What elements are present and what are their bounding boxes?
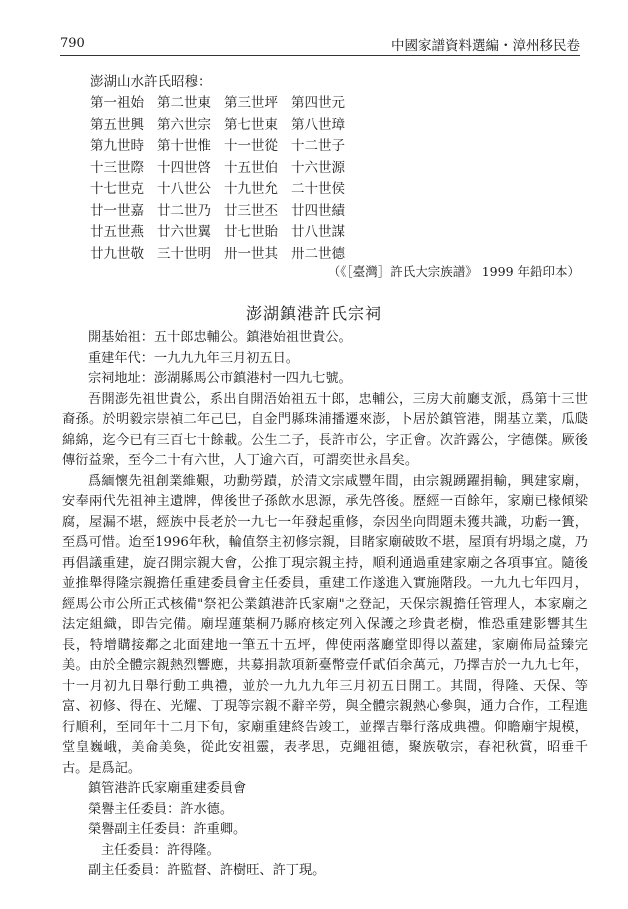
- lineage-title: 澎湖山水許氏昭穆：: [90, 74, 212, 90]
- lineage-generation: 廿九世敬: [90, 245, 144, 262]
- lineage-generation: 卅一世其: [224, 245, 278, 262]
- lineage-generation: 廿六世翼: [157, 224, 211, 240]
- rebuild-paragraph: 爲緬懷先祖創業維艱，功勳勞蹟，於清文宗咸豐年間，由宗親踴躍捐輸，興建家廟，安奉兩代先祖神主遺牌，俾後世子孫飲水思源，承先啓後。歷經一百餘年，家廟已椽傾梁腐，屋漏不堪，經族中長老於一九七一年發起重修，奈因坐向問題未獲共識，功虧一簣，至爲可惜。迨至1996年秋，輪值祭主初修宗親，目睹家廟破敗不堪，屋頂有坍塌之虞，乃再倡議重建，旋召開宗親大會，公推丁現宗親主持，順利通過重建家廟之各項事宜。隨後並推舉得隆宗親擔任重建委員會主任委員，重建工作遂進入實施階段。一九九七年四月，經馬公市公所正式核備"祭祀公業鎮港許氏家廟"之登記，天保宗親擔任管理人，本家廟之法定組織，即告完備。廟埕蓮葉桐乃縣府核定列入保護之珍貴老樹，惟恐重建影響其生長，特增購接鄰之北面建地一筆五十五坪，俾使兩落廳堂即得以蓋建，家廟佈局益臻完美。由於全體宗親熱烈響應，共募捐款項新臺幣壹仟貳佰余萬元，乃擇吉於一九九七年，十一月初九日舉行動工典禮，並於一九九九年三月初五日開工。其間，得隆、天保、等富、初修、得在、光耀、丁現等宗親不辭辛勞，與全體宗親熱心參與，通力合作，工程進行順利，至同年十二月下旬，家廟重建終告竣工，並擇吉舉行落成典禮。仰瞻廟宇規模，堂皇巍峨，美侖美奐，從此安祖靈，表孝思，克繩祖德，聚族敬宗，春祀秋賞，昭垂千古。是爲記。: [62, 473, 588, 776]
- lineage-generation: 廿八世謀: [291, 224, 345, 240]
- lineage-generation: 卅二世德: [291, 245, 345, 262]
- page-number: 790: [60, 36, 85, 51]
- committee-heading: 鎮管港許氏家廟重建委員會: [88, 781, 247, 796]
- lineage-generation: 十四世啓: [157, 159, 211, 176]
- committee-member: 榮譽主任委員：許水德。: [88, 801, 234, 817]
- lineage-generation: 三十世明: [157, 245, 211, 262]
- committee-member: 副主任委員：許監督、許樹旺、許丁現。: [88, 863, 326, 878]
- committee-list: [62, 779, 588, 882]
- lineage-generation: 第三世坪: [224, 95, 278, 111]
- history-paragraph: 吾開澎先祖世貴公，系出自開浯始祖五十郎，忠輔公，三房大前廳支派，爲第十三世裔孫。於明毅宗崇禎二年己巳，自金門縣珠浦播遷來澎，卜居於鎮管港，開基立業，瓜瓞綿綿，迄今已有三百七十餘載。公生二子，長許市公，字正會。次許露公，字德傑。厥後傳衍益衆，至今二十有六世，人丁逾六百，可謂奕世永昌矣。: [62, 391, 588, 468]
- rebuild-date-line: 重建年代：一九九九年三月初五日。: [88, 350, 299, 366]
- lineage-row: [90, 220, 358, 242]
- lineage-generation: 十三世際: [90, 159, 144, 176]
- lineage-generation: 十六世源: [291, 159, 345, 176]
- lineage-table: [90, 91, 358, 263]
- article-body: [62, 328, 588, 882]
- lineage-generation: 第五世興: [90, 116, 144, 133]
- lineage-generation: 第一祖始: [90, 95, 144, 111]
- lineage-row: [90, 199, 358, 221]
- founder-line: 開基始祖：五十郎忠輔公。鎮港始祖世貴公。: [88, 330, 352, 345]
- lineage-generation: 廿七世貽: [224, 224, 278, 240]
- lineage-row: [90, 156, 358, 178]
- lineage-row: [90, 242, 358, 264]
- lineage-generation: 廿三世丕: [224, 202, 278, 219]
- lineage-row: [90, 177, 358, 199]
- running-title: 中國家譜資料選編・漳州移民卷: [391, 38, 580, 54]
- lineage-generation: 廿五世燕: [90, 224, 144, 240]
- lineage-generation: 廿二世乃: [157, 202, 211, 219]
- section-title: 澎湖鎮港許氏宗祠: [245, 304, 382, 323]
- lineage-generation: 廿四世績: [291, 202, 345, 219]
- lineage-generation: 第八世璋: [291, 116, 345, 133]
- lineage-row: [90, 91, 358, 113]
- address-line: 宗祠地址：澎湖縣馬公市鎮港村一四九七號。: [88, 371, 352, 386]
- lineage-row: [90, 113, 358, 135]
- lineage-generation: 第四世元: [291, 95, 345, 111]
- lineage-generation: 十五世伯: [224, 159, 278, 176]
- lineage-generation: 第十世惟: [157, 138, 211, 154]
- committee-member: 主任委員：許得隆。: [101, 842, 220, 858]
- header-rule: [60, 55, 580, 56]
- lineage-row: [90, 134, 358, 156]
- lineage-generation: 二十世侯: [291, 181, 345, 197]
- committee-member: 榮譽副主任委員：許重卿。: [88, 822, 247, 837]
- page-header: [60, 30, 580, 54]
- lineage-generation: 十一世從: [224, 138, 278, 154]
- lineage-generation: 第九世時: [90, 138, 144, 154]
- lineage-generation: 十七世克: [90, 181, 144, 197]
- lineage-generation: 十八世公: [157, 181, 211, 197]
- lineage-generation: 第二世東: [157, 95, 211, 111]
- lineage-generation: 廿一世嘉: [90, 202, 144, 219]
- lineage-generation: 十二世子: [291, 138, 345, 154]
- lineage-generation: 第六世宗: [157, 116, 211, 133]
- source-note: （《［臺灣］許氏大宗族譜》 1999 年鉛印本）: [327, 264, 580, 279]
- lineage-generation: 十九世允: [224, 181, 278, 197]
- lineage-generation: 第七世東: [224, 116, 278, 133]
